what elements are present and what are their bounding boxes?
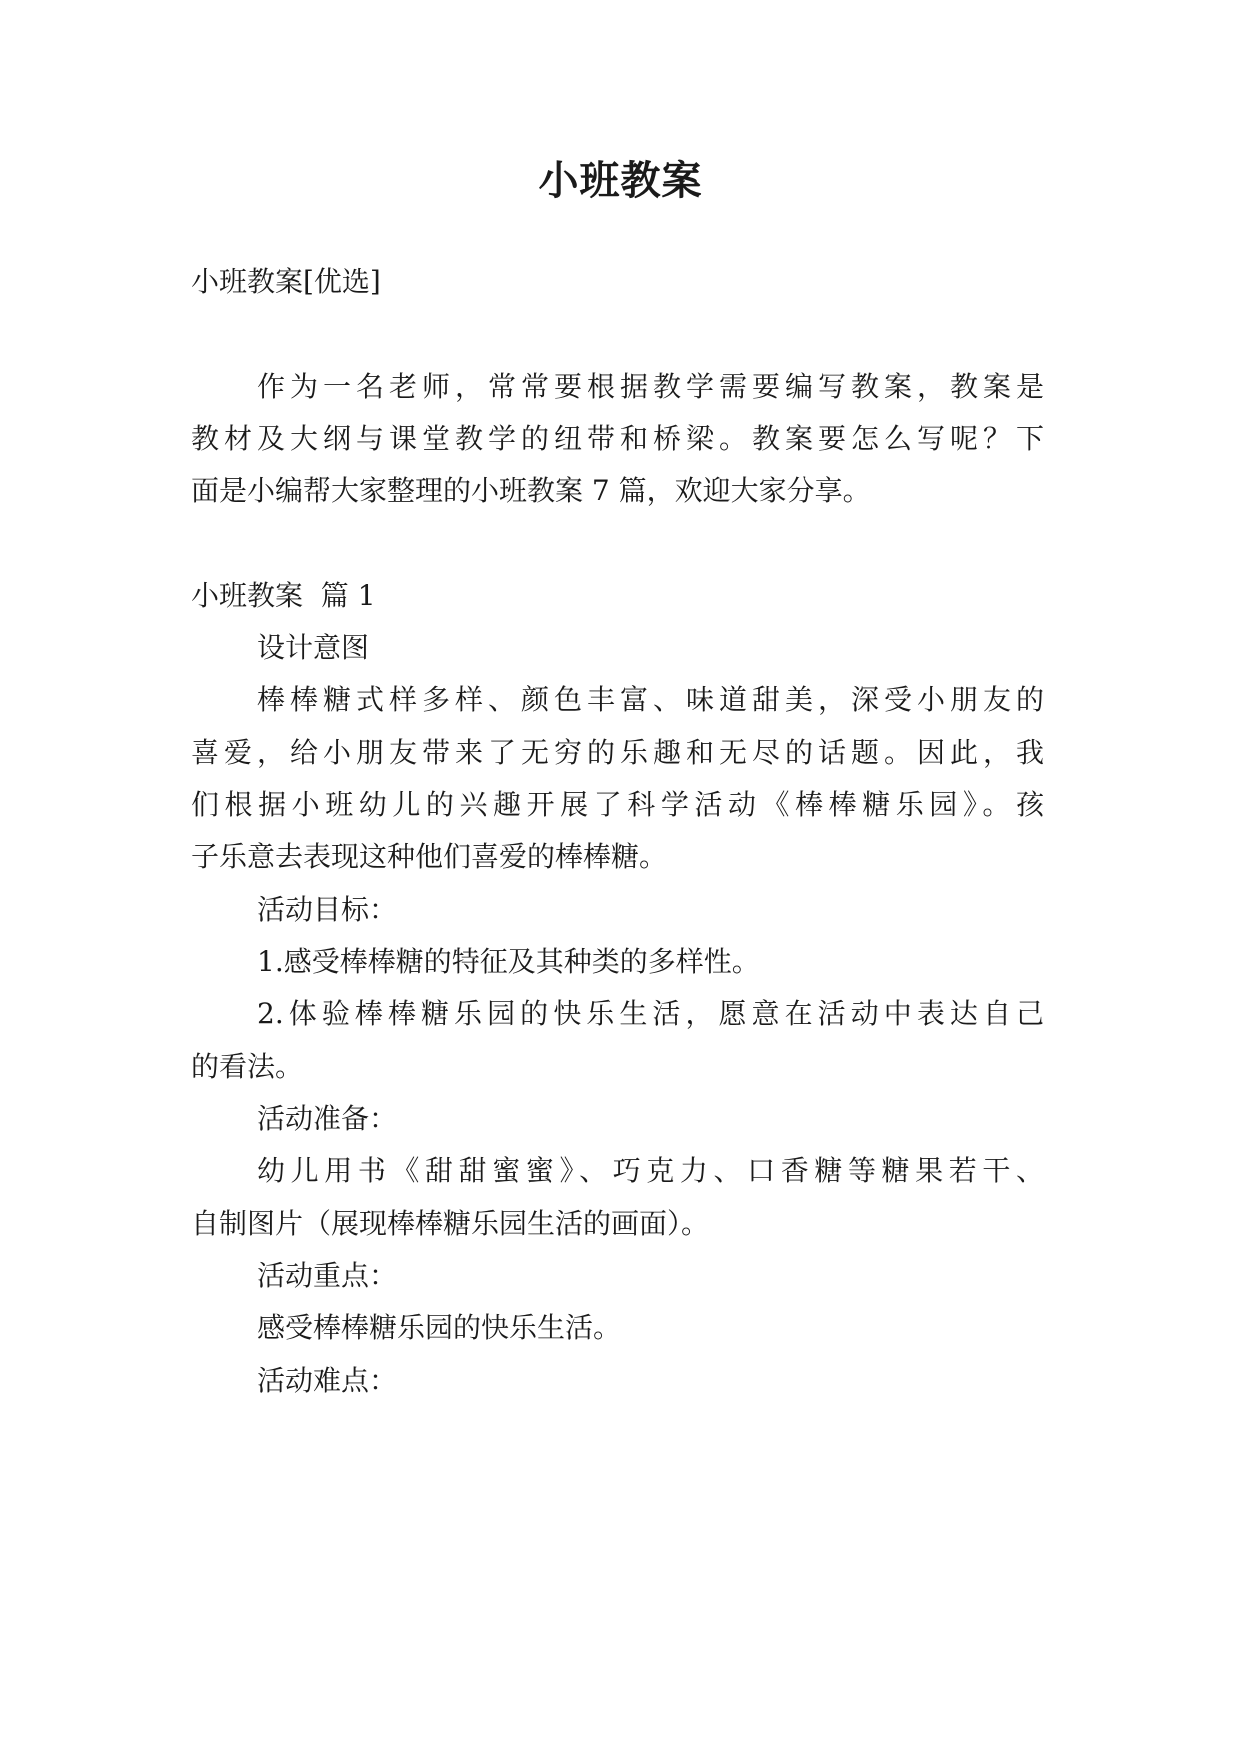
intro-line-3: 面是小编帮大家整理的小班教案 7 篇，欢迎大家分享。 [191, 474, 871, 507]
body-line: 活动难点： [257, 1364, 398, 1397]
body-line: 幼儿用书《甜甜蜜蜜》、巧克力、口香糖等糖果若干、 [257, 1154, 1044, 1187]
body-line: 活动准备： [257, 1102, 398, 1135]
body-line: 们根据小班幼儿的兴趣开展了科学活动《棒棒糖乐园》。孩 [191, 788, 1044, 821]
body-line: 子乐意去表现这种他们喜爱的棒棒糖。 [191, 840, 668, 873]
body-line: 感受棒棒糖乐园的快乐生活。 [257, 1311, 622, 1344]
body-line: 活动目标： [257, 893, 398, 926]
intro-line-1: 作为一名老师，常常要根据教学需要编写教案，教案是 [257, 370, 1044, 403]
body-line: 活动重点： [257, 1259, 398, 1292]
body-line: 棒棒糖式样多样、颜色丰富、味道甜美，深受小朋友的 [257, 683, 1044, 716]
body-line: 2.体验棒棒糖乐园的快乐生活，愿意在活动中表达自己 [257, 997, 1044, 1030]
section-heading: 小班教案 篇 1 [191, 579, 376, 612]
body-line: 1.感受棒棒糖的特征及其种类的多样性。 [257, 945, 760, 978]
body-line: 设计意图 [257, 631, 370, 664]
body-line: 喜爱，给小朋友带来了无穷的乐趣和无尽的话题。因此，我 [191, 736, 1044, 769]
document-subtitle: 小班教案[优选] [191, 265, 381, 298]
intro-line-2: 教材及大纲与课堂教学的纽带和桥梁。教案要怎么写呢？下 [191, 422, 1044, 455]
document-title: 小班教案 [538, 158, 703, 204]
body-line: 自制图片（展现棒棒糖乐园生活的画面）。 [191, 1207, 710, 1240]
body-line: 的看法。 [191, 1050, 304, 1083]
